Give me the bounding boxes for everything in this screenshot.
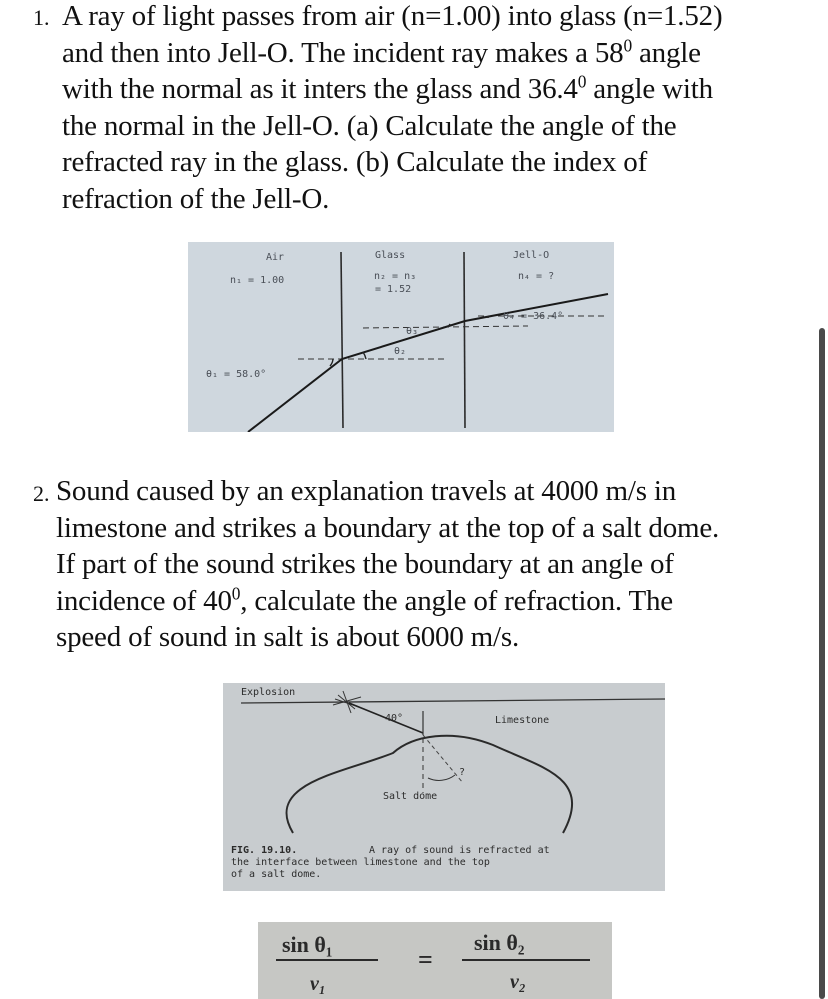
caption-line-1: A ray of sound is refracted at <box>369 845 550 856</box>
caption-line-3: of a salt dome. <box>231 869 322 880</box>
n2-label: n₂ = n₃ <box>374 271 417 282</box>
caption-label: FIG. 19.10. <box>231 845 298 856</box>
theta3-label: θ₃ <box>406 326 419 337</box>
equals-sign: = <box>418 945 433 974</box>
explosion-label: Explosion <box>241 687 296 698</box>
limestone-label: Limestone <box>495 715 550 726</box>
salt-dome-figure-photo <box>223 683 665 891</box>
theta2-label: θ₂ <box>394 346 407 357</box>
refraction-diagram-photo <box>188 242 614 432</box>
denominator-right: v₂ <box>510 971 526 993</box>
glass-jello-boundary <box>464 252 465 428</box>
numerator-left: sin θ₁ <box>282 932 333 957</box>
n1-label: n₁ = 1.00 <box>230 275 285 286</box>
air-label: Air <box>266 252 285 263</box>
salt-dome-label: Salt dome <box>383 791 438 802</box>
numerator-right: sin θ₂ <box>474 930 525 955</box>
problem-1-number: 1. <box>33 5 50 30</box>
jello-label: Jell-O <box>513 250 550 261</box>
problem-1-text: A ray of light passes from air (n=1.00) into glass (n=1.52) and then into Jell-O. The incident ray makes a $58^0$ angle with the normal as it inters the glass and 36.4$^0$ angle with the normal in the Jell-O. (a) Calculate the angle of the refracted ray in the glass. (b) Calculate the index of refraction of the Jell-O. <box>62 0 723 215</box>
problem-2-text: Sound caused by an explanation travels at 4000 m/s in limestone and strikes a boundary at the top of a salt dome. If part of the sound strikes the boundary at an angle of incidence of $40^0$, calculate the angle of refraction. The speed of sound in salt is about 6000 m/s. <box>56 475 720 653</box>
question-label: ? <box>459 767 466 778</box>
scrollbar-thumb[interactable] <box>819 328 825 999</box>
angle-label: 40° <box>385 713 404 724</box>
theta4-label: θ₄ = 36.4° <box>503 311 564 322</box>
snell-formula-photo <box>258 922 612 999</box>
denominator-left: v₁ <box>310 973 326 995</box>
caption-line-2: the interface between limestone and the top <box>231 857 490 868</box>
problem-2-number: 2. <box>33 481 50 506</box>
n4-label: n₄ = ? <box>518 271 555 282</box>
theta1-label: θ₁ = 58.0° <box>206 369 267 380</box>
glass-label: Glass <box>375 250 406 261</box>
n2-value: = 1.52 <box>375 284 412 295</box>
